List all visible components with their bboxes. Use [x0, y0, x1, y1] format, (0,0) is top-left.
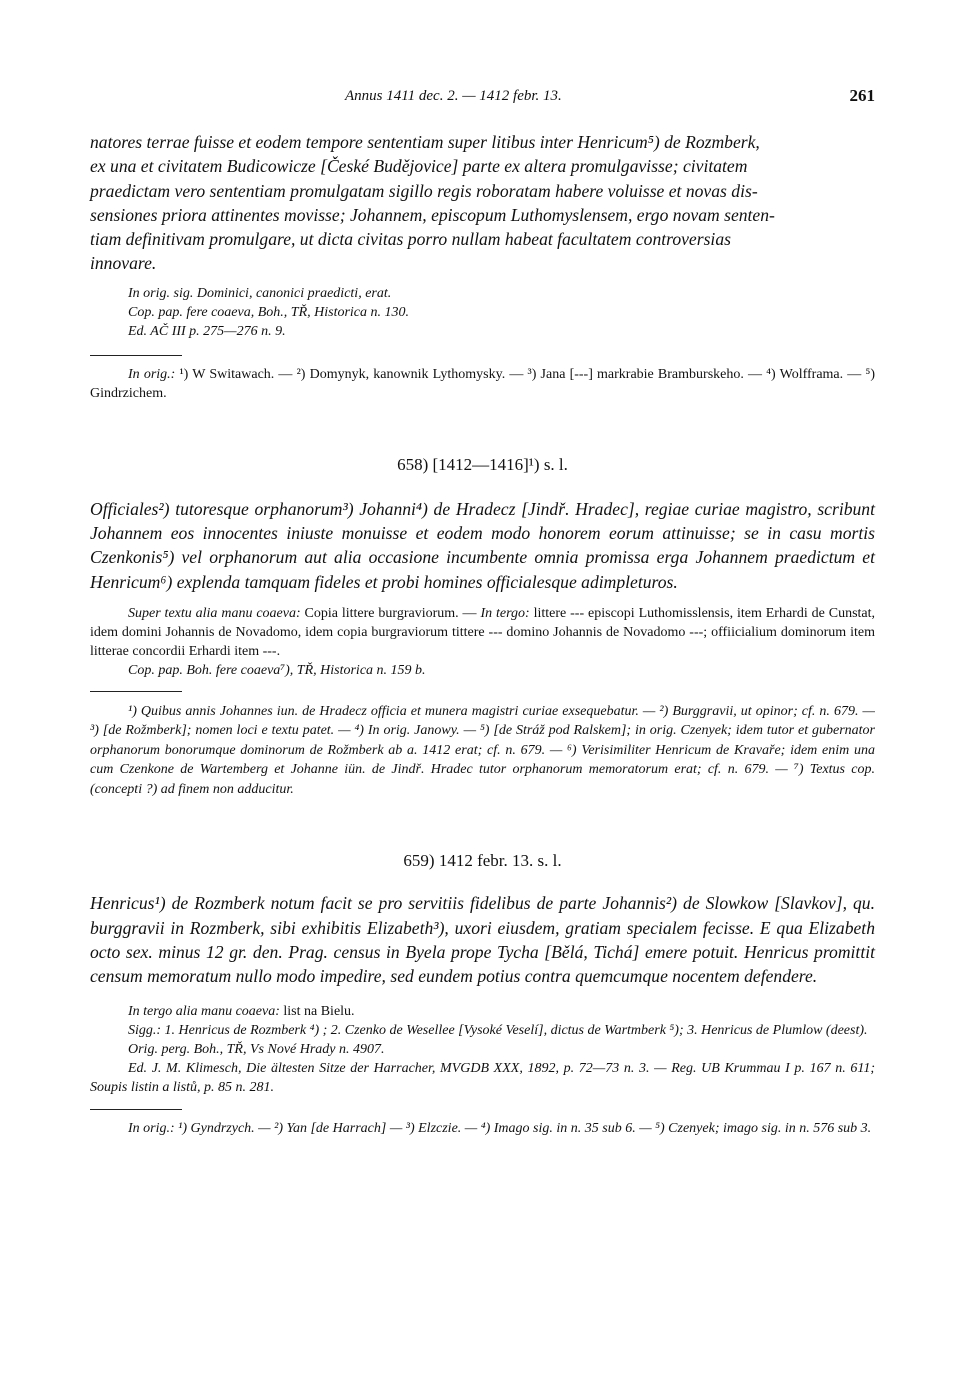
regest-658: Officiales²) tutoresque orphanorum³) Johanni⁴) de Hradecz [Jindř. Hradec], regiae curiae magistro, scribunt Johannem eos innocentes iniuste monuisse et eodem modo honorem eorum attinuisse; se in casu mortis Czenkonis⁵) vel orphanorum aut alia occasione incumbente omnia promissa erga Johannem praedictum et Henricum⁶) explenda tamquam fideles et probi homines officialesque adimpleturos.	[90, 498, 875, 592]
orig-label: In orig.:	[128, 1120, 175, 1136]
super-text: Copia littere burgraviorum. —	[300, 605, 481, 621]
regest-continued	[90, 130, 875, 276]
page-header	[90, 84, 875, 110]
orig-readings-text: ¹) W Switawach. — ²) Domynyk, kanownik Lythomysky. — ³) Jana [---] markrabie Bramburskeho. — ⁴) Wolfframa. — ⁵) Gindrzichem.	[90, 366, 875, 401]
regest-659: Henricus¹) de Rozmberk notum facit se pro servitiis fidelibus de parte Johannis²) de Slowkow [Slavkov], qu. burggravii in Rozmberk, sibi exhibitis Elizabeth³), uxori eiusdem, gratiam specialem fecisse. E qua Elizabeth octo sex. minus 12 gr. den. Prag. census in Byela prope Tycha [Bělá, Tichá] emere potuit. Henricus promittit censum memoratum nullo modo impedire, sed eundem potius contra quemcumque nocentem defendere.	[90, 893, 875, 987]
orig-readings-659	[90, 1119, 875, 1138]
tergo-label: In tergo:	[480, 605, 530, 621]
footnote-rule	[90, 691, 182, 692]
original-note: Orig. perg. Boh., TŘ, Vs Nové Hrady n. 4907.	[128, 1041, 385, 1057]
tergo-text: littere --- episcopi Luthomisslensis, item Erhardi de Cunstat, idem domini Johannis de Novadomo, idem copia burgraviorum tittere --- domino Johannis de Novadomo ---; offiicialium dominorum item litterae concordii Erhardi item ---.	[90, 605, 876, 659]
running-title: Annus 1411 dec. 2. — 1412 febr. 13.	[345, 88, 562, 104]
edition-note: Ed. J. M. Klimesch, Die ältesten Sitze der Harracher, MVGDB XXX, 1892, p. 72—73 n. 3. — Reg. UB Krummau I p. 167 n. 611; Soupis listin a listů, p. 85 n. 281.	[90, 1060, 875, 1095]
footnotes-text: ¹) Quibus annis Johannes iun. de Hradecz officia et munera magistri curiae exsequebatur. — ²) Burggravii, ut opinor; cf. n. 679. — ³) [de Rožmberk]; nomen loci e textu patet. — ⁴) In orig. Janowy. — ⁵) [de Stráž pod Ralskem]; in orig. Czenyek; idem tutor et gubernator orphanorum bonorumque dominorum de Rožmberk ab a. 1412 erat; cf. n. 679. — ⁶) Verisimiliter Henricum de Kravaře; idem enim una cum Czenkone de Wartemberg et Johanne iün. de Jindř. Hradec tutor orphanorum memoratorum erat; cf. n. 679. — ⁷) Textus cop. (concepti ?) ad finem non adducitur.	[90, 703, 875, 797]
regest-line: ex una et civitatem Budicowicze [České Budějovice] parte ex altera promulgavisse; civitatem	[90, 156, 748, 177]
footnotes-658	[90, 702, 875, 800]
orig-label: In orig.:	[128, 366, 176, 382]
document-heading-659: 659) 1412 febr. 13. s. l.	[403, 851, 562, 871]
page	[90, 84, 875, 1138]
regest-line: natores terrae fuisse et eodem tempore sententiam super litibus inter Henricum⁵) de Rozmberk,	[90, 132, 760, 152]
super-label: Super textu alia manu coaeva:	[128, 605, 301, 621]
source-notes	[90, 284, 875, 341]
orig-readings-text: ¹) Gyndrzych. — ²) Yan [de Harrach] — ³) Elzczie. — ⁴) Imago sig. in n. 35 sub 6. — ⁵) Czenyek; imago sig. in n. 576 sub 3.	[174, 1120, 872, 1136]
orig-readings	[90, 365, 875, 403]
regest-line: tiam definitivam promulgare, ut dicta civitas porro nullam habeat facultatem controversias	[90, 229, 731, 250]
page-number: 261	[849, 86, 875, 105]
footnote-rule	[90, 1109, 182, 1110]
tergo-label: In tergo alia manu coaeva:	[128, 1003, 280, 1019]
regest-line: praedictam vero sententiam promulgatam sigillo regis roboratam habere voluisse et novas dis-	[90, 180, 758, 201]
regest-line: sensiones priora attinentes movisse; Johannem, episcopum Luthomyslensem, ergo novam senten-	[90, 204, 775, 225]
seals-note: Sigg.: 1. Henricus de Rozmberk ⁴) ; 2. Czenko de Wesellee [Vysoké Veselí], dictus de Wartmberk ⁵); 3. Henricus de Plumlow (deest).	[128, 1022, 868, 1038]
document-heading-658: 658) [1412—1416]¹) s. l.	[397, 454, 568, 474]
seal-note: In orig. sig. Dominici, canonici praedicti, erat.	[128, 285, 392, 301]
regest-line: innovare.	[90, 253, 157, 274]
tergo-text: list na Bielu.	[279, 1003, 355, 1019]
copy-note: Cop. pap. fere coaeva, Boh., TŘ, Historica n. 130.	[128, 304, 410, 320]
copy-note-658: Cop. pap. Boh. fere coaeva⁷), TŘ, Historica n. 159 b.	[128, 662, 426, 678]
footnote-rule	[90, 355, 182, 356]
edition-note: Ed. AČ III p. 275—276 n. 9.	[128, 323, 286, 339]
archival-notes-659	[90, 1002, 875, 1097]
archival-notes-658	[90, 604, 875, 680]
